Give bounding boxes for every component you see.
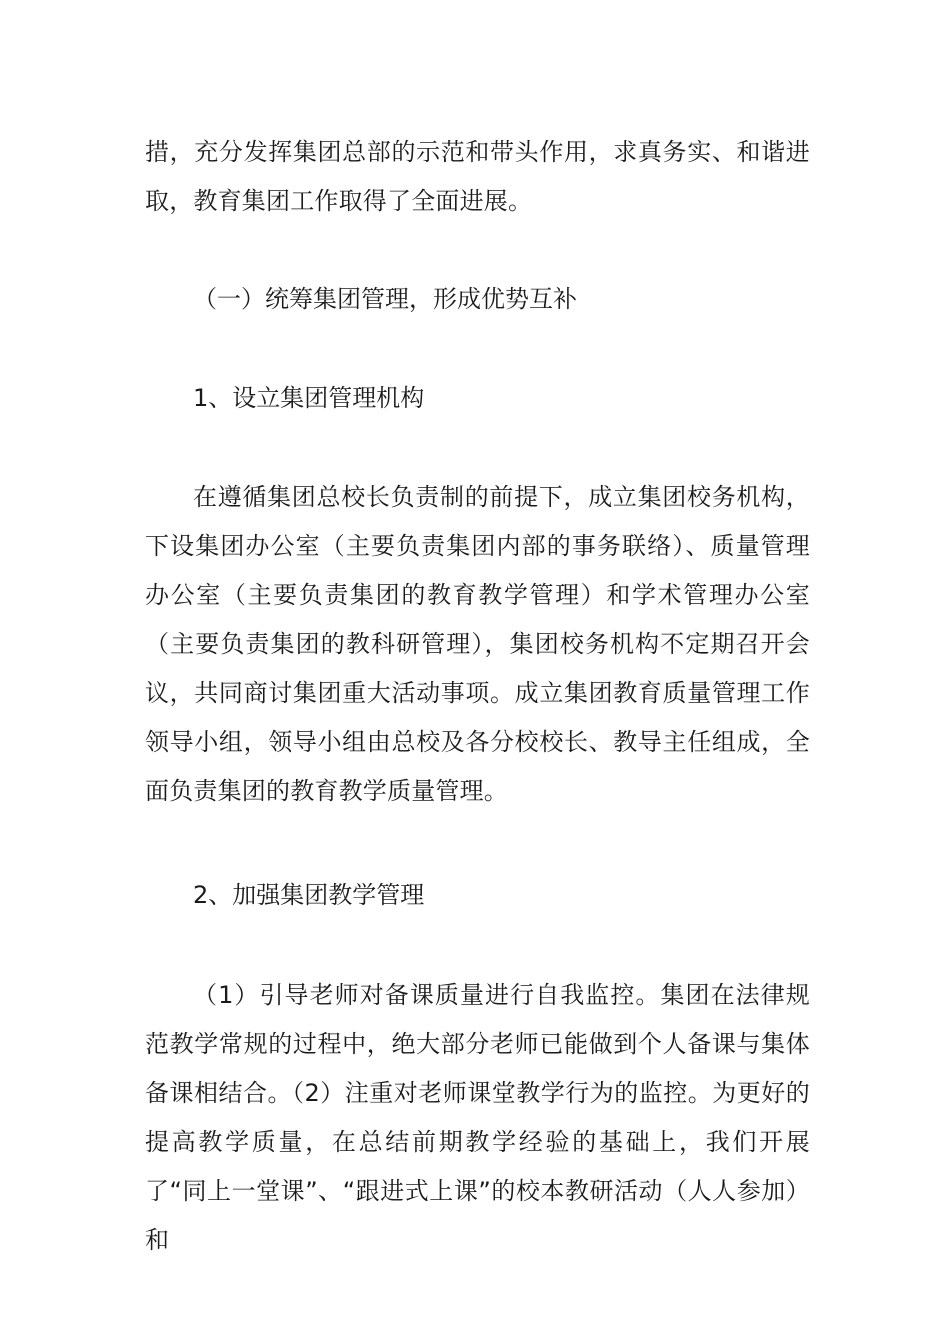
section-heading-1: （一）统筹集团管理，形成优势互补 <box>193 285 577 313</box>
teaching-paragraph: （1）引导老师对备课质量进行自我监控。集团在法律规范教学常规的过程中，绝大部分老师已能做到个人备课与集体备课相结合。（2）注重对老师课堂教学行为的监控。为更好的提高教学质量，在总结前期教学经验的基础上，我们开展了“同上一堂课”、“跟进式上课”的校本教研活动（人人参加）和 <box>145 981 810 1254</box>
management-paragraph: 在遵循集团总校长负责制的前提下，成立集团校务机构，下设集团办公室（主要负责集团内部的事务联络）、质量管理办公室（主要负责集团的教育教学管理）和学术管理办公室（主要负责集团的教科研管理），集团校务机构不定期召开会议，共同商讨集团重大活动事项。成立集团教育质量管理工作领导小组，领导小组由总校及各分校校长、教导主任组成，全面负责集团的教育教学质量管理。 <box>145 483 810 805</box>
intro-paragraph: 措，充分发挥集团总部的示范和带头作用，求真务实、和谐进取，教育集团工作取得了全面进展。 <box>145 138 810 215</box>
subsection-heading-1: 1、设立集团管理机构 <box>193 384 425 412</box>
subsection-heading-2: 2、加强集团教学管理 <box>193 881 425 909</box>
